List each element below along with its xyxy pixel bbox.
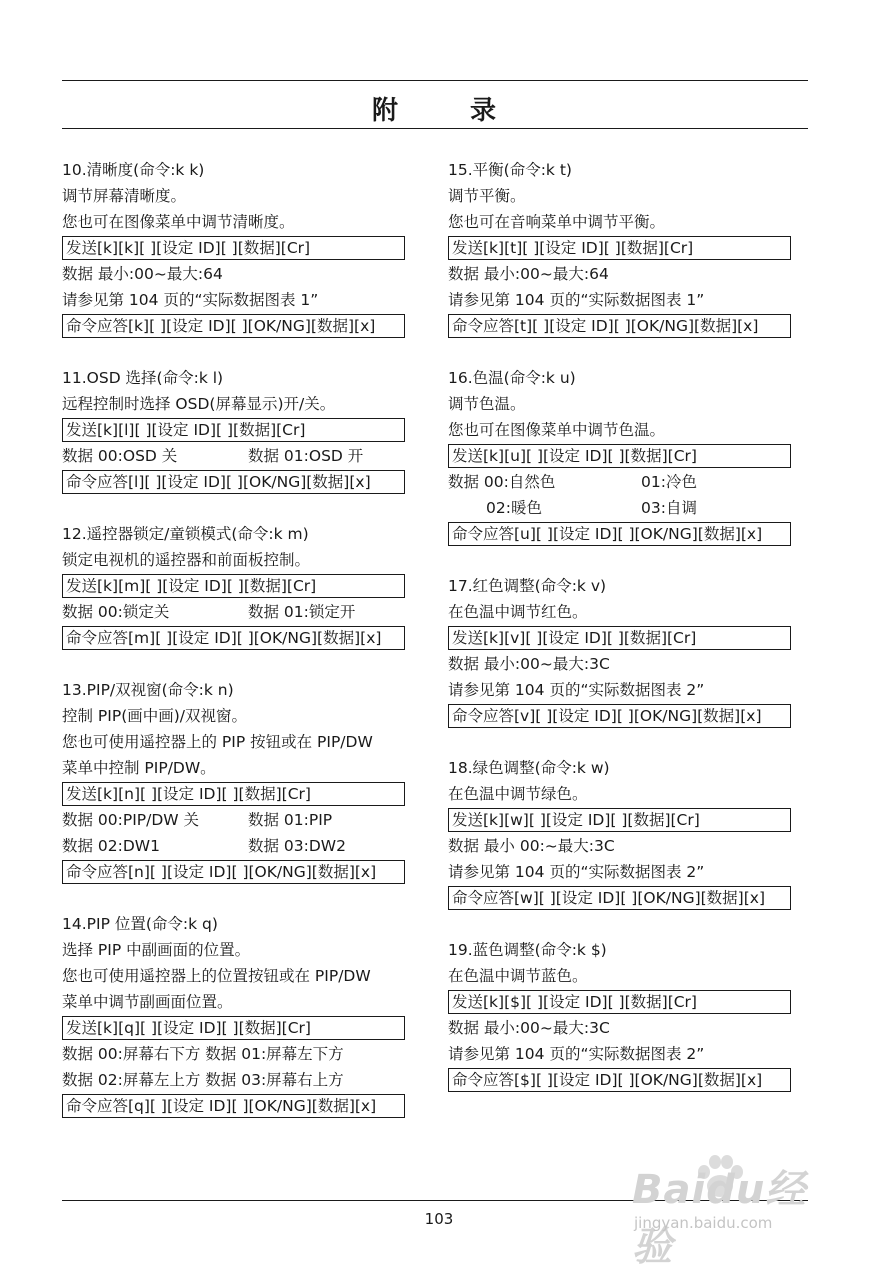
data-line: 数据 最小 00:~最大:3C (448, 837, 615, 855)
data-line: 数据 最小:00~最大:3C (448, 1019, 610, 1037)
watermark-brand: Baidu经验 (632, 1167, 807, 1270)
data-line: 请参见第 104 页的“实际数据图表 2” (448, 681, 705, 699)
description-line: 在色温中调节红色。 (448, 603, 588, 621)
command-section (62, 365, 422, 494)
title-char-1: 附 (371, 96, 400, 126)
data-value: 数据 01:PIP (248, 811, 333, 829)
description-line: 调节平衡。 (448, 187, 526, 205)
response-command-box: 命令应答[n][ ][设定 ID][ ][OK/NG][数据][x] (62, 860, 405, 884)
command-section (62, 521, 422, 650)
title-underline (62, 128, 808, 129)
response-command-box: 命令应答[m][ ][设定 ID][ ][OK/NG][数据][x] (62, 626, 405, 650)
send-command-box: 发送[k][m][ ][设定 ID][ ][数据][Cr] (62, 574, 405, 598)
command-section (448, 755, 808, 910)
response-command-box: 命令应答[l][ ][设定 ID][ ][OK/NG][数据][x] (62, 470, 405, 494)
section-heading: 17.红色调整(命令:k v) (448, 577, 607, 595)
description-line: 锁定电视机的遥控器和前面板控制。 (62, 551, 311, 569)
section-heading: 13.PIP/双视窗(命令:k n) (62, 681, 234, 699)
data-value: 数据 02:DW1 (62, 837, 160, 855)
send-command-box: 发送[k][q][ ][设定 ID][ ][数据][Cr] (62, 1016, 405, 1040)
data-line: 数据 最小:00~最大:3C (448, 655, 610, 673)
data-value: 数据 00:PIP/DW 关 (62, 811, 200, 829)
top-rule (62, 80, 808, 81)
data-value: 03:自调 (641, 499, 697, 517)
data-line: 数据 00:屏幕右下方 数据 01:屏幕左下方 (62, 1045, 344, 1063)
data-line: 数据 最小:00~最大:64 (62, 265, 223, 283)
page-title (62, 90, 808, 127)
data-pair-row (62, 807, 422, 833)
send-command-box: 发送[k][l][ ][设定 ID][ ][数据][Cr] (62, 418, 405, 442)
data-line: 请参见第 104 页的“实际数据图表 2” (448, 1045, 705, 1063)
right-column (448, 157, 808, 1119)
section-heading: 14.PIP 位置(命令:k q) (62, 915, 218, 933)
left-column (62, 157, 422, 1145)
description-line: 菜单中调节副画面位置。 (62, 993, 233, 1011)
command-section (448, 937, 808, 1092)
response-command-box: 命令应答[w][ ][设定 ID][ ][OK/NG][数据][x] (448, 886, 791, 910)
baidu-watermark (628, 1150, 838, 1270)
section-heading: 12.遥控器锁定/童锁模式(命令:k m) (62, 525, 309, 543)
description-line: 您也可使用遥控器上的位置按钮或在 PIP/DW (62, 967, 371, 985)
data-pair-row (448, 469, 808, 495)
send-command-box: 发送[k][u][ ][设定 ID][ ][数据][Cr] (448, 444, 791, 468)
send-command-box: 发送[k][$][ ][设定 ID][ ][数据][Cr] (448, 990, 791, 1014)
data-value: 数据 03:DW2 (248, 837, 346, 855)
data-line: 请参见第 104 页的“实际数据图表 1” (62, 291, 319, 309)
data-pair-row (62, 833, 422, 859)
data-pair-row (62, 599, 422, 625)
response-command-box: 命令应答[t][ ][设定 ID][ ][OK/NG][数据][x] (448, 314, 791, 338)
description-line: 菜单中控制 PIP/DW。 (62, 759, 216, 777)
description-line: 远程控制时选择 OSD(屏幕显示)开/关。 (62, 395, 336, 413)
description-line: 您也可在音响菜单中调节平衡。 (448, 213, 666, 231)
data-value: 数据 01:OSD 开 (248, 447, 364, 465)
description-line: 您也可在图像菜单中调节清晰度。 (62, 213, 295, 231)
send-command-box: 发送[k][n][ ][设定 ID][ ][数据][Cr] (62, 782, 405, 806)
command-section (448, 573, 808, 728)
send-command-box: 发送[k][k][ ][设定 ID][ ][数据][Cr] (62, 236, 405, 260)
response-command-box: 命令应答[u][ ][设定 ID][ ][OK/NG][数据][x] (448, 522, 791, 546)
description-line: 在色温中调节绿色。 (448, 785, 588, 803)
section-heading: 16.色温(命令:k u) (448, 369, 576, 387)
section-heading: 10.清晰度(命令:k k) (62, 161, 205, 179)
command-section (62, 911, 422, 1118)
data-value: 数据 01:锁定开 (248, 603, 356, 621)
data-pair-row (62, 443, 422, 469)
section-heading: 15.平衡(命令:k t) (448, 161, 572, 179)
command-section (448, 157, 808, 338)
page-number: 103 (424, 1210, 454, 1228)
send-command-box: 发送[k][v][ ][设定 ID][ ][数据][Cr] (448, 626, 791, 650)
watermark-url: jingyan.baidu.com (634, 1214, 773, 1232)
description-line: 您也可使用遥控器上的 PIP 按钮或在 PIP/DW (62, 733, 373, 751)
section-heading: 11.OSD 选择(命令:k l) (62, 369, 224, 387)
data-line: 请参见第 104 页的“实际数据图表 2” (448, 863, 705, 881)
description-line: 调节屏幕清晰度。 (62, 187, 187, 205)
data-line: 数据 02:屏幕左上方 数据 03:屏幕右上方 (62, 1071, 344, 1089)
description-line: 您也可在图像菜单中调节色温。 (448, 421, 666, 439)
data-value: 数据 00:自然色 (448, 473, 556, 491)
send-command-box: 发送[k][t][ ][设定 ID][ ][数据][Cr] (448, 236, 791, 260)
send-command-box: 发送[k][w][ ][设定 ID][ ][数据][Cr] (448, 808, 791, 832)
description-line: 选择 PIP 中副画面的位置。 (62, 941, 251, 959)
data-pair-row (448, 495, 808, 521)
description-line: 控制 PIP(画中画)/双视窗。 (62, 707, 248, 725)
description-line: 在色温中调节蓝色。 (448, 967, 588, 985)
response-command-box: 命令应答[q][ ][设定 ID][ ][OK/NG][数据][x] (62, 1094, 405, 1118)
section-heading: 18.绿色调整(命令:k w) (448, 759, 610, 777)
data-value: 数据 00:OSD 关 (62, 447, 178, 465)
response-command-box: 命令应答[$][ ][设定 ID][ ][OK/NG][数据][x] (448, 1068, 791, 1092)
section-heading: 19.蓝色调整(命令:k $) (448, 941, 607, 959)
data-line: 请参见第 104 页的“实际数据图表 1” (448, 291, 705, 309)
description-line: 调节色温。 (448, 395, 526, 413)
command-section (448, 365, 808, 546)
data-value: 01:冷色 (641, 473, 697, 491)
data-value: 数据 00:锁定关 (62, 603, 170, 621)
command-section (62, 677, 422, 884)
response-command-box: 命令应答[v][ ][设定 ID][ ][OK/NG][数据][x] (448, 704, 791, 728)
command-section (62, 157, 422, 338)
data-line: 数据 最小:00~最大:64 (448, 265, 609, 283)
response-command-box: 命令应答[k][ ][设定 ID][ ][OK/NG][数据][x] (62, 314, 405, 338)
title-char-2: 录 (470, 96, 499, 126)
data-value: 02:暖色 (486, 499, 542, 517)
